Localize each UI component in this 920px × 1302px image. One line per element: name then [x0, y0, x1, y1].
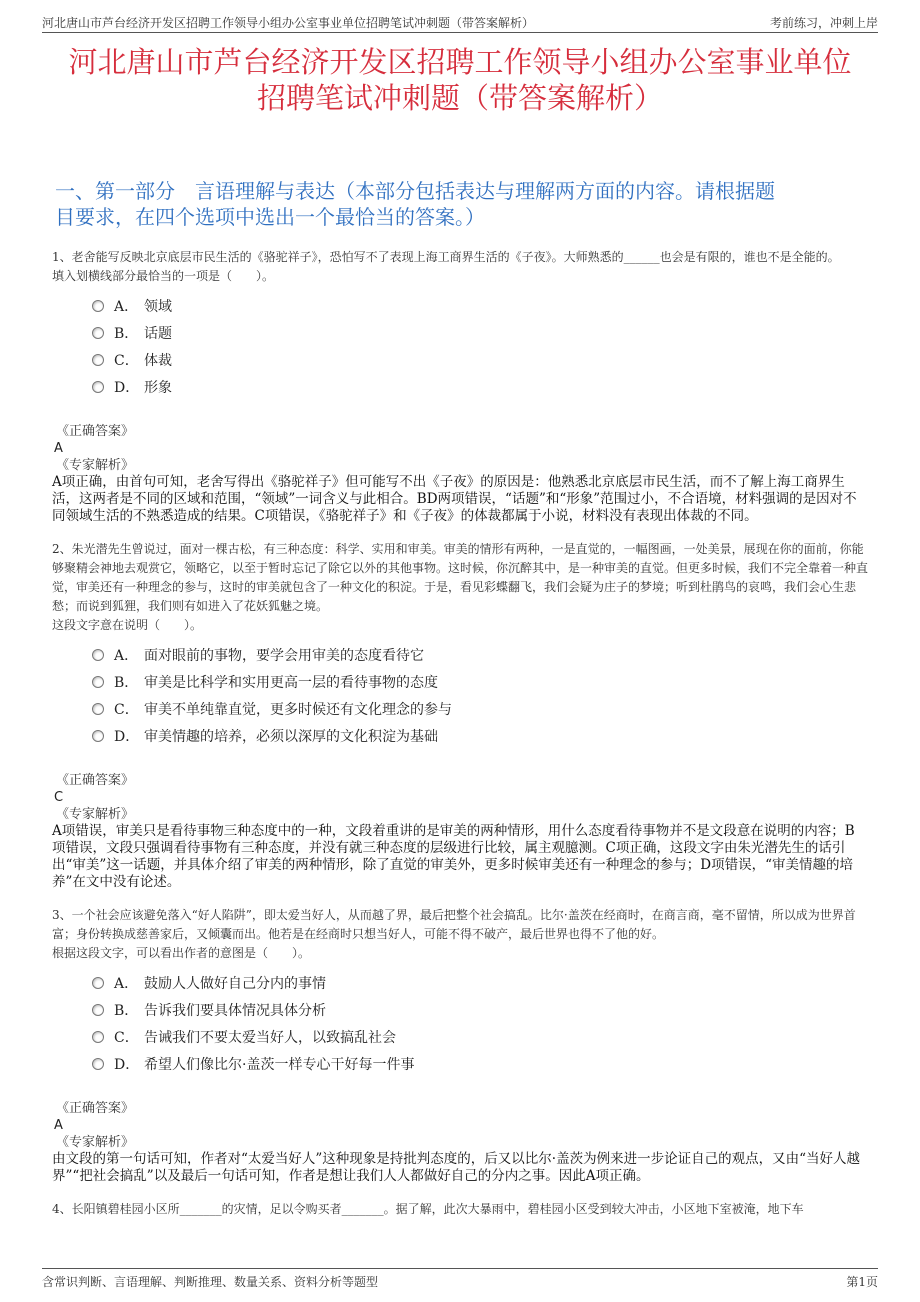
option-d[interactable]	[92, 373, 868, 400]
question-4	[52, 1200, 868, 1219]
option-text: 领域	[144, 298, 172, 315]
option-c[interactable]	[92, 1023, 868, 1050]
option-d[interactable]	[92, 1050, 868, 1077]
answer-value: C	[54, 790, 64, 805]
option-text: 告诉我们要具体情况具体分析	[144, 1002, 326, 1019]
option-letter: C．	[114, 352, 139, 369]
radio-icon[interactable]	[92, 1031, 104, 1043]
footer-note: 含常识判断、言语理解、判断推理、数量关系、资料分析等题型	[42, 1275, 379, 1289]
answer-label: 《正确答案》	[56, 773, 135, 788]
option-letter: C．	[114, 701, 139, 718]
option-list	[92, 969, 868, 1077]
option-b[interactable]	[92, 319, 868, 346]
question-list	[52, 248, 868, 1219]
question-text: 2、朱光潜先生曾说过，面对一棵古松，有三种态度：科学、实用和审美。审美的情形有两种，一是直觉的，一幅图画，一处美景，展现在你的面前，你能够聚精会神地去观赏它，领略它，以至于暂时忘记了除它以外的其他事物。这时候，你沉醉其中，是一种审美的直觉。但更多时候，我们不完全靠着一种直觉，审美还有一种理念的参与，这时的审美就包含了一种文化的积淀。于是，看见彩蝶翻飞，我们会疑为庄子的梦境；听到杜鹃鸟的哀鸣，我们会心生悲愁；而说到狐狸，我们则有如进入了花妖狐魅之境。	[52, 542, 869, 613]
answer-block	[52, 772, 868, 891]
option-letter: D．	[114, 728, 140, 745]
radio-icon[interactable]	[92, 730, 104, 742]
option-c[interactable]	[92, 695, 868, 722]
option-letter: B．	[114, 674, 139, 691]
radio-icon[interactable]	[92, 676, 104, 688]
question-prompt: 填入划横线部分最恰当的一项是（ ）。	[52, 269, 275, 283]
option-letter: D．	[114, 379, 140, 396]
radio-icon[interactable]	[92, 381, 104, 393]
question-2	[52, 540, 868, 891]
option-b[interactable]	[92, 668, 868, 695]
option-b[interactable]	[92, 996, 868, 1023]
option-a[interactable]	[92, 969, 868, 996]
page-title	[40, 44, 880, 116]
question-prompt: 这段文字意在说明（ ）。	[52, 618, 203, 632]
header-slogan: 考前练习，冲刺上岸	[769, 16, 878, 30]
radio-icon[interactable]	[92, 1058, 104, 1070]
explanation-label: 《专家解析》	[56, 1135, 135, 1150]
page-title-line-1: 河北唐山市芦台经济开发区招聘工作领导小组办公室事业单位	[68, 45, 852, 79]
question-stem	[52, 540, 868, 635]
option-letter: B．	[114, 1002, 139, 1019]
option-a[interactable]	[92, 292, 868, 319]
option-text: 审美是比科学和实用更高一层的看待事物的态度	[144, 674, 438, 691]
header-doc-title: 河北唐山市芦台经济开发区招聘工作领导小组办公室事业单位招聘笔试冲刺题（带答案解析）	[42, 16, 535, 30]
option-letter: B．	[114, 325, 139, 342]
option-text: 审美不单纯靠直觉，更多时候还有文化理念的参与	[144, 701, 452, 718]
option-letter: A．	[114, 647, 139, 664]
question-prompt: 根据这段文字，可以看出作者的意图是（ ）。	[52, 946, 311, 960]
section-heading	[55, 178, 865, 230]
answer-block	[52, 1100, 868, 1185]
page-header	[42, 10, 878, 33]
section-heading-line-2: 目要求，在四个选项中选出一个最恰当的答案。）	[55, 205, 485, 229]
radio-icon[interactable]	[92, 703, 104, 715]
radio-icon[interactable]	[92, 649, 104, 661]
option-text: 体裁	[144, 352, 172, 369]
page-title-line-2: 招聘笔试冲刺题（带答案解析）	[256, 81, 663, 115]
option-text: 审美情趣的培养，必须以深厚的文化积淀为基础	[144, 728, 438, 745]
option-d[interactable]	[92, 722, 868, 749]
radio-icon[interactable]	[92, 1004, 104, 1016]
option-a[interactable]	[92, 641, 868, 668]
answer-label: 《正确答案》	[56, 1101, 135, 1116]
option-text: 希望人们像比尔·盖茨一样专心干好每一件事	[144, 1056, 415, 1073]
question-text: 4、长阳镇碧桂园小区所_______的灾情，足以令购买者_______。据了解，此次大暴雨中，碧桂园小区受到较大冲击，小区地下室被淹，地下车	[52, 1202, 804, 1216]
option-c[interactable]	[92, 346, 868, 373]
option-list	[92, 292, 868, 400]
page-footer	[42, 1268, 878, 1291]
explanation-text: A项错误，审美只是看待事物三种态度中的一种，文段着重讲的是审美的两种情形，用什么态度看待事物并不是文段意在说明的内容；B项错误，文段只强调看待事物有三种态度，并没有就三种态度的层级进行比较，属主观臆测。C项正确，这段文字由朱光潜先生的话引出“审美”这一话题，并具体介绍了审美的两种情形，除了直觉的审美外，更多时候审美还有一种理念的参与；D项错误，“审美情趣的培养”在文中没有论述。	[52, 823, 855, 890]
option-letter: A．	[114, 975, 139, 992]
option-letter: A．	[114, 298, 139, 315]
option-list	[92, 641, 868, 749]
option-text: 面对眼前的事物，要学会用审美的态度看待它	[144, 647, 424, 664]
option-letter: D．	[114, 1056, 140, 1073]
question-3	[52, 906, 868, 1185]
answer-value: A	[54, 1118, 63, 1133]
explanation-label: 《专家解析》	[56, 807, 135, 822]
radio-icon[interactable]	[92, 977, 104, 989]
option-text: 话题	[144, 325, 172, 342]
answer-label: 《正确答案》	[56, 424, 135, 439]
explanation-text: A项正确，由首句可知，老舍写得出《骆驼祥子》但可能写不出《子夜》的原因是：他熟悉北京底层市民生活，而不了解上海工商界生活，这两者是不同的区域和范围，“领域”一词含义与此相合。BD两项错误，“话题”和“形象”范围过小，不合语境，材料强调的是因对不同领域生活的不熟悉造成的结果。C项错误，《骆驼祥子》和《子夜》的体裁都属于小说，材料没有表现出体裁的不同。	[52, 474, 857, 524]
answer-block	[52, 423, 868, 525]
question-stem	[52, 906, 868, 963]
question-text: 3、一个社会应该避免落入“好人陷阱”，即太爱当好人，从而越了界，最后把整个社会搞乱。比尔·盖茨在经商时，在商言商，毫不留情，所以成为世界首富；身份转换成慈善家后，又倾囊而出。他若是在经商时只想当好人，可能不得不破产，最后世界也得不了他的好。	[52, 908, 856, 941]
question-1	[52, 248, 868, 525]
option-text: 形象	[144, 379, 172, 396]
explanation-label: 《专家解析》	[56, 458, 135, 473]
option-letter: C．	[114, 1029, 139, 1046]
answer-value: A	[54, 441, 63, 456]
question-stem	[52, 248, 868, 286]
radio-icon[interactable]	[92, 300, 104, 312]
radio-icon[interactable]	[92, 327, 104, 339]
section-heading-line-1: 一、第一部分 言语理解与表达（本部分包括表达与理解两方面的内容。请根据题	[55, 179, 775, 203]
explanation-text: 由文段的第一句话可知，作者对“太爱当好人”这种现象是持批判态度的，后又以比尔·盖茨为例来进一步论证自己的观点，又由“当好人越界”“把社会搞乱”以及最后一句话可知，作者是想让我们人人都做好自己的分内之事。因此A项正确。	[52, 1151, 860, 1184]
option-text: 告诫我们不要太爱当好人，以致搞乱社会	[144, 1029, 396, 1046]
question-text: 1、老舍能写反映北京底层市民生活的《骆驼祥子》，恐怕写不了表现上海工商界生活的《子夜》。大师熟悉的______也会是有限的，谁也不是全能的。	[52, 250, 840, 264]
option-text: 鼓励人人做好自己分内的事情	[144, 975, 326, 992]
page-number: 第1页	[846, 1275, 878, 1289]
radio-icon[interactable]	[92, 354, 104, 366]
